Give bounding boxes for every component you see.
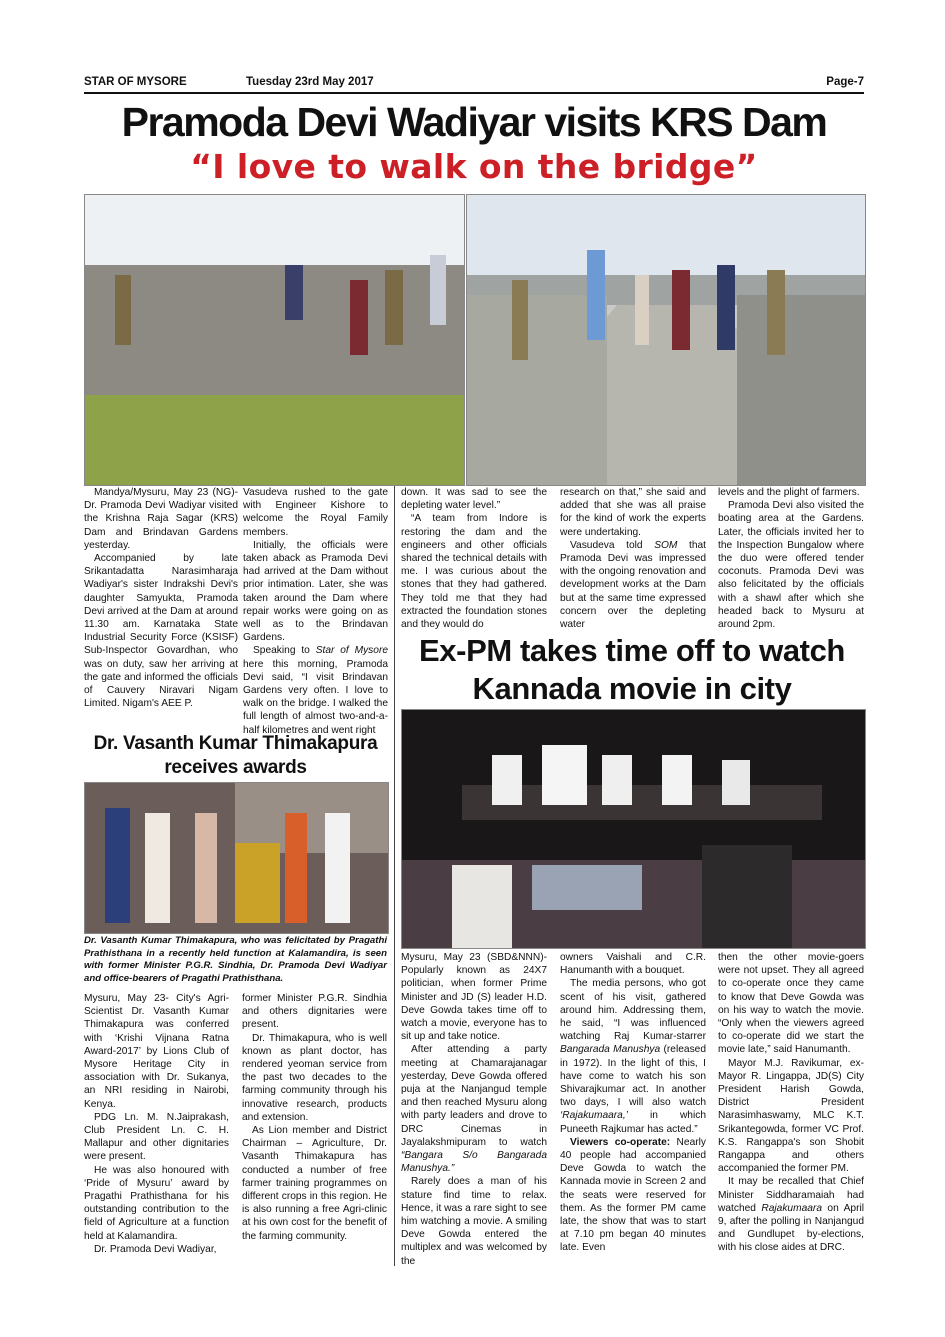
story1-col2-para: Initially, the officials were taken aback as Pramoda Devi had arrived at the Dam without prior intimation. Later, she was taken around the Dam where repair works were going on as well as to the Brindavan Gardens. <box>243 539 388 644</box>
story2-col1-para: He was also honoured with ‘Pride of Mysuru’ award by Pragathi Prathisthana for his outstanding contribution to the field of Agriculture at a function held at Kalamandira. <box>84 1164 229 1242</box>
story2-col1-para: Mysuru, May 23- City's Agri-Scientist Dr. Vasanth Kumar Thimakapura was conferred with ‘Krishi Vijnana Ratna Award-2017’ by Lions Club of Mysore Heritage City in association with Dr. Sukanya, an NRI residing in Nairobi, Kenya. <box>84 993 229 1110</box>
story1-col5-para: Pramoda Devi also visited the boating area at the Gardens. Later, the officials invited her to the Inspection Bungalow where the duo were offered tender coconuts. Pramoda Devi was also felicitated by the officials with a shawl after which she headed back to Mysuru at around 2pm. <box>718 500 864 631</box>
column-divider <box>394 486 395 1266</box>
page-number: Page-7 <box>826 76 864 88</box>
story3-headline <box>400 632 864 708</box>
story3-col1-para: Rarely does a man of his stature find time to relax. Hence, it was a rare sight to see him watching a movie. A smiling Deve Gowda entered the multiplex and was welcomed by the <box>401 1176 547 1267</box>
story2-col1-para: PDG Ln. M. N.Jaiprakash, Club President Ln. C. H. Mallapur and other dignitaries were present. <box>84 1111 229 1163</box>
text-run-italic: ‘Rajakumaara,’ <box>560 1110 628 1122</box>
photo-awards <box>84 782 389 934</box>
photo-cinema <box>401 709 866 949</box>
story2-headline-line2: receives awards <box>164 757 307 778</box>
story2-col1-para: Dr. Pramoda Devi Wadiyar, <box>94 1243 217 1255</box>
story1-col4-para <box>560 539 706 631</box>
text-run-italic: SOM <box>654 539 678 551</box>
text-run-bold: Viewers co-operate: <box>570 1136 671 1148</box>
text-run: The media persons, who got scent of his visit, gathered around him. Addressing them, he said, “I was influenced watching Raj Kumar-starrer <box>560 978 706 1043</box>
masthead-rule <box>84 92 864 94</box>
story1-column-1 <box>84 486 238 710</box>
story3-headline-line2: Kannada movie in city <box>472 671 792 706</box>
story2-caption: Dr. Vasanth Kumar Thimakapura, who was felicitated by Pragathi Prathisthana in a recently held function at Kalamandira, is seen with former Minister P.G.R. Sindhia, Dr. Pramoda Devi Wadiyar and office-bearers of Pragathi Prathisthana. <box>84 935 387 984</box>
story2-headline-line1: Dr. Vasanth Kumar Thimakapura <box>93 733 378 754</box>
story1-col5-para: levels and the plight of farmers. <box>718 487 860 498</box>
text-run: that Pramoda Devi was impressed with the ongoing renovation and development works at the Dam but at the same time expressed concern over the depleting water <box>560 539 706 631</box>
story1-col1-para: Accompanied by late Srikantadatta Narasimharaja Wadiyar's sister Indrakshi Devi's daughter Samyukta, Pramoda Devi arrived at the Dam at around 11.30 am. Karnataka State Industrial Security Force (KSISF) Sub-Inspector Govardhan, who was on duty, saw her arriving at the gate and informed the officials of Cauvery Niravari Nigam Limited. Nigam's AEE P. <box>84 553 238 710</box>
story3-col1-para <box>401 1043 547 1175</box>
photo-cinema-image <box>402 710 865 948</box>
text-run-italic: “Bangara S/o Bangarada Manushya.” <box>401 1150 547 1175</box>
story3-col3-para: then the other movie-goers were not upset. They all agreed to co-operate once they came to know that Deve Gowda was on his way to watch the movie. “Only when the viewers agreed to co-operate did we start the movie late,” said Hanumanth. <box>718 952 864 1056</box>
text-run: After attending a party meeting at Chamarajanagar yesterday, Deve Gowda offered puja at the Nanjangud temple and then reached Mysuru along with party leaders and drove to DRC Cinemas in Jayalakshmipuram to watch <box>401 1044 547 1148</box>
story1-column-3 <box>401 486 547 631</box>
story3-col2-para <box>560 977 706 1135</box>
story3-col2-para <box>560 1136 706 1255</box>
photo-dam-bridge <box>466 194 866 486</box>
story3-col3-para: Mayor M.J. Ravikumar, ex-Mayor R. Lingappa, JD(S) City President Harish Gowda, District President Narasimhaswamy, MLC K.T. Srikantegowda, former VC Prof. K.S. Rangappa's son Shobit Rangappa and others accompanied the former PM. <box>718 1057 864 1175</box>
paper-name: STAR OF MYSORE <box>84 76 187 88</box>
text-run: It may be recalled that Chief Minister Siddharamaiah had watched <box>718 1176 864 1214</box>
story1-col4-para: research on that,” she said and added that she was all praise for the kind of work the experts were undertaking. <box>560 487 706 538</box>
text-run-italic: Bangarada Manushya <box>560 1044 661 1056</box>
text-run: on April 9, after the polling in Nanjangud and Gundlupet by-elections, with his close aides at DRC. <box>718 1202 865 1254</box>
sub-headline: “I love to walk on the bridge” <box>190 147 758 186</box>
photo-dam-bridge-image <box>467 195 865 485</box>
story1-col3-para: “A team from Indore is restoring the dam and the engineers and other officials shared the technical details with me. I was curious about the stones that they had gathered. They told me that they had extracted the foundation stones and they would do <box>401 513 547 631</box>
story3-col1-para: Mysuru, May 23 (SBD&NNN)- Popularly known as 24X7 politician, when former Prime Minister and JD (S) leader H.D. Deve Gowda takes time off to watch a movie, everyone has to sit up and take notice. <box>401 952 547 1043</box>
text-run: here this morning, Pramoda Devi said, “I visit Brindavan Gardens very often. I love to walk on the bridge. I walked the full length of almost two-and-a-half kilometres and went right <box>243 658 388 736</box>
story2-col2-para: Dr. Thimakapura, who is well known as plant doctor, has rendered yeoman service from the past two decades to the farming community through his innovative research, products and extension. <box>242 1032 387 1123</box>
text-run: in which Puneeth Rajkumar has acted.” <box>560 1110 706 1135</box>
text-run: (released in 1972). In the light of this, I have come to watch his son Shivarajkumar act. In another two days, I will also watch <box>560 1044 706 1109</box>
text-run-italic: Star of Mysore <box>315 645 388 657</box>
story1-col1-para: Mandya/Mysuru, May 23 (NG)- Dr. Pramoda Devi Wadiyar visited the Krishna Raja Sagar (KRS) Dam and Brindavan Gardens yesterday. <box>84 487 238 551</box>
story3-col2-para: owners Vaishali and C.R. Hanumanth with a bouquet. <box>560 952 706 977</box>
story1-column-2 <box>243 486 388 737</box>
main-headline: Pramoda Devi Wadiyar visits KRS Dam <box>121 99 827 145</box>
story2-column-1 <box>84 992 229 1256</box>
story2-col2-para: As Lion member and District Chairman – Agriculture, Dr. Vasanth Thimakapura has conducted a number of free farmer training programmes on different crops in this region. He is also running a free Agri-clinic at his own cost for the benefit of the farming community. <box>242 1125 387 1242</box>
story1-column-5 <box>718 486 864 631</box>
story1-col3-para: down. It was sad to see the depleting water level.” <box>401 487 547 512</box>
text-run: Vasudeva told <box>570 539 655 551</box>
photo-dam-rocks <box>84 194 465 486</box>
issue-date: Tuesday 23rd May 2017 <box>246 76 374 88</box>
story3-col3-para <box>718 1175 864 1254</box>
story1-col2-para: Vasudeva rushed to the gate with Engineer Kishore to welcome the Royal Family members. <box>243 487 388 538</box>
story1-col2-para <box>243 644 388 736</box>
text-run: Speaking to <box>253 645 316 657</box>
photo-dam-rocks-image <box>85 195 464 485</box>
text-run: Nearly 40 people had accompanied Deve Gowda to watch the Kannada movie in Screen 2 and the seats were reserved for them. As the former PM came late, the show that was to start at 7.10 pm began 40 minutes late. Even <box>560 1136 706 1254</box>
photo-awards-image <box>85 783 388 933</box>
text-run-italic: Rajakumaara <box>761 1202 822 1214</box>
story2-col2-para: former Minister P.G.R. Sindhia and others dignitaries were present. <box>242 993 387 1031</box>
story3-column-2 <box>560 951 706 1255</box>
masthead <box>84 76 864 92</box>
story3-column-1 <box>401 951 547 1268</box>
story2-column-2 <box>242 992 387 1243</box>
story3-column-3 <box>718 951 864 1255</box>
story1-column-4 <box>560 486 706 631</box>
story2-headline <box>84 732 387 780</box>
story3-headline-line1: Ex-PM takes time off to watch <box>419 633 845 668</box>
